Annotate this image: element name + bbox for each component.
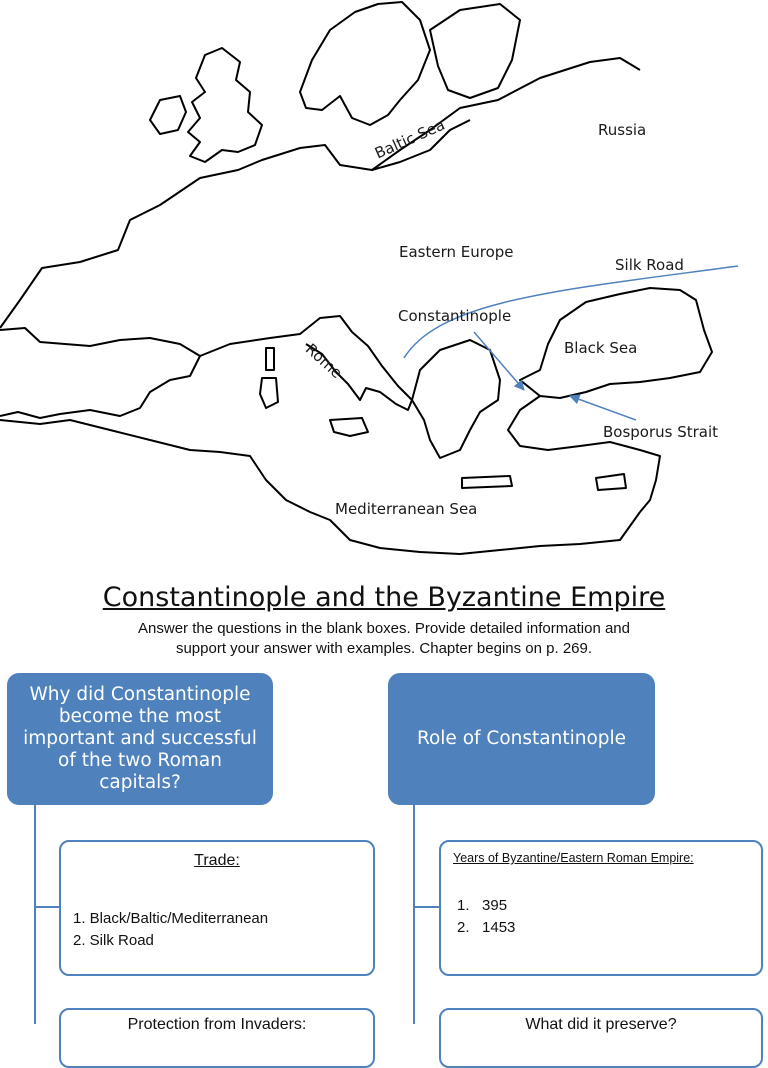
map-label-silk-road: Silk Road (615, 256, 684, 274)
map-label-russia: Russia (598, 121, 647, 139)
list-item: 1. 395 (457, 897, 508, 914)
north-europe-coast (0, 58, 640, 328)
iberia-outline (0, 328, 200, 418)
map-label-constantinople: Constantinople (398, 307, 512, 325)
protection-box-title: Protection from Invaders: (127, 1016, 307, 1033)
years-list (457, 895, 515, 939)
france-italy-coast (200, 316, 412, 410)
left-connector-box1 (34, 906, 60, 908)
cyprus-outline (596, 474, 626, 490)
map-label-mediterranean-sea: Mediterranean Sea (335, 500, 478, 518)
years-box (439, 840, 763, 976)
instructions (80, 619, 688, 659)
corsica-outline (266, 348, 274, 370)
map-label-eastern-europe: Eastern Europe (399, 243, 514, 261)
anatolia-coast (508, 396, 660, 512)
left-connector-vertical (34, 805, 36, 1024)
instructions-line-2: support your answer with examples. Chapter begins on p. 269. (175, 640, 593, 657)
trade-list (73, 908, 268, 952)
north-africa-coast (0, 420, 640, 554)
list-item: 2. 1453 (457, 919, 516, 936)
map-label-baltic-sea: Baltic Sea (372, 115, 448, 163)
balkans-coast (412, 340, 500, 458)
finland-outline (430, 4, 520, 98)
crete-outline (462, 476, 512, 488)
instructions-line-1: Answer the questions in the blank boxes. Provide detailed information and (138, 620, 630, 637)
sicily-outline (330, 418, 368, 436)
list-item: 1. Black/Baltic/Mediterranean (73, 910, 269, 927)
protection-box (59, 1008, 375, 1068)
preserve-box (439, 1008, 763, 1068)
scandinavia-outline (300, 2, 430, 125)
map-label-black-sea: Black Sea (564, 339, 638, 357)
trade-box (59, 840, 375, 976)
sardinia-outline (260, 378, 278, 408)
map-label-bosporus-strait: Bosporus Strait (603, 423, 719, 441)
list-item: 2. Silk Road (73, 932, 154, 949)
preserve-box-title: What did it preserve? (525, 1016, 677, 1033)
bosporus-arrow (570, 396, 636, 420)
trade-box-title: Trade: (194, 852, 240, 869)
years-box-title: Years of Byzantine/Eastern Roman Empire: (453, 851, 694, 865)
page-title: Constantinople and the Byzantine Empire (102, 582, 666, 613)
right-connector-box1 (413, 906, 440, 908)
british-isles-outline (188, 48, 262, 162)
right-header-box: Role of Constantinople (388, 673, 655, 805)
right-connector-vertical (413, 805, 415, 1024)
ireland-outline (150, 96, 186, 134)
map-label-rome: Rome (301, 340, 346, 383)
left-header-box: Why did Constantinople become the most important and successful of the two Roman capitals? (7, 673, 273, 805)
